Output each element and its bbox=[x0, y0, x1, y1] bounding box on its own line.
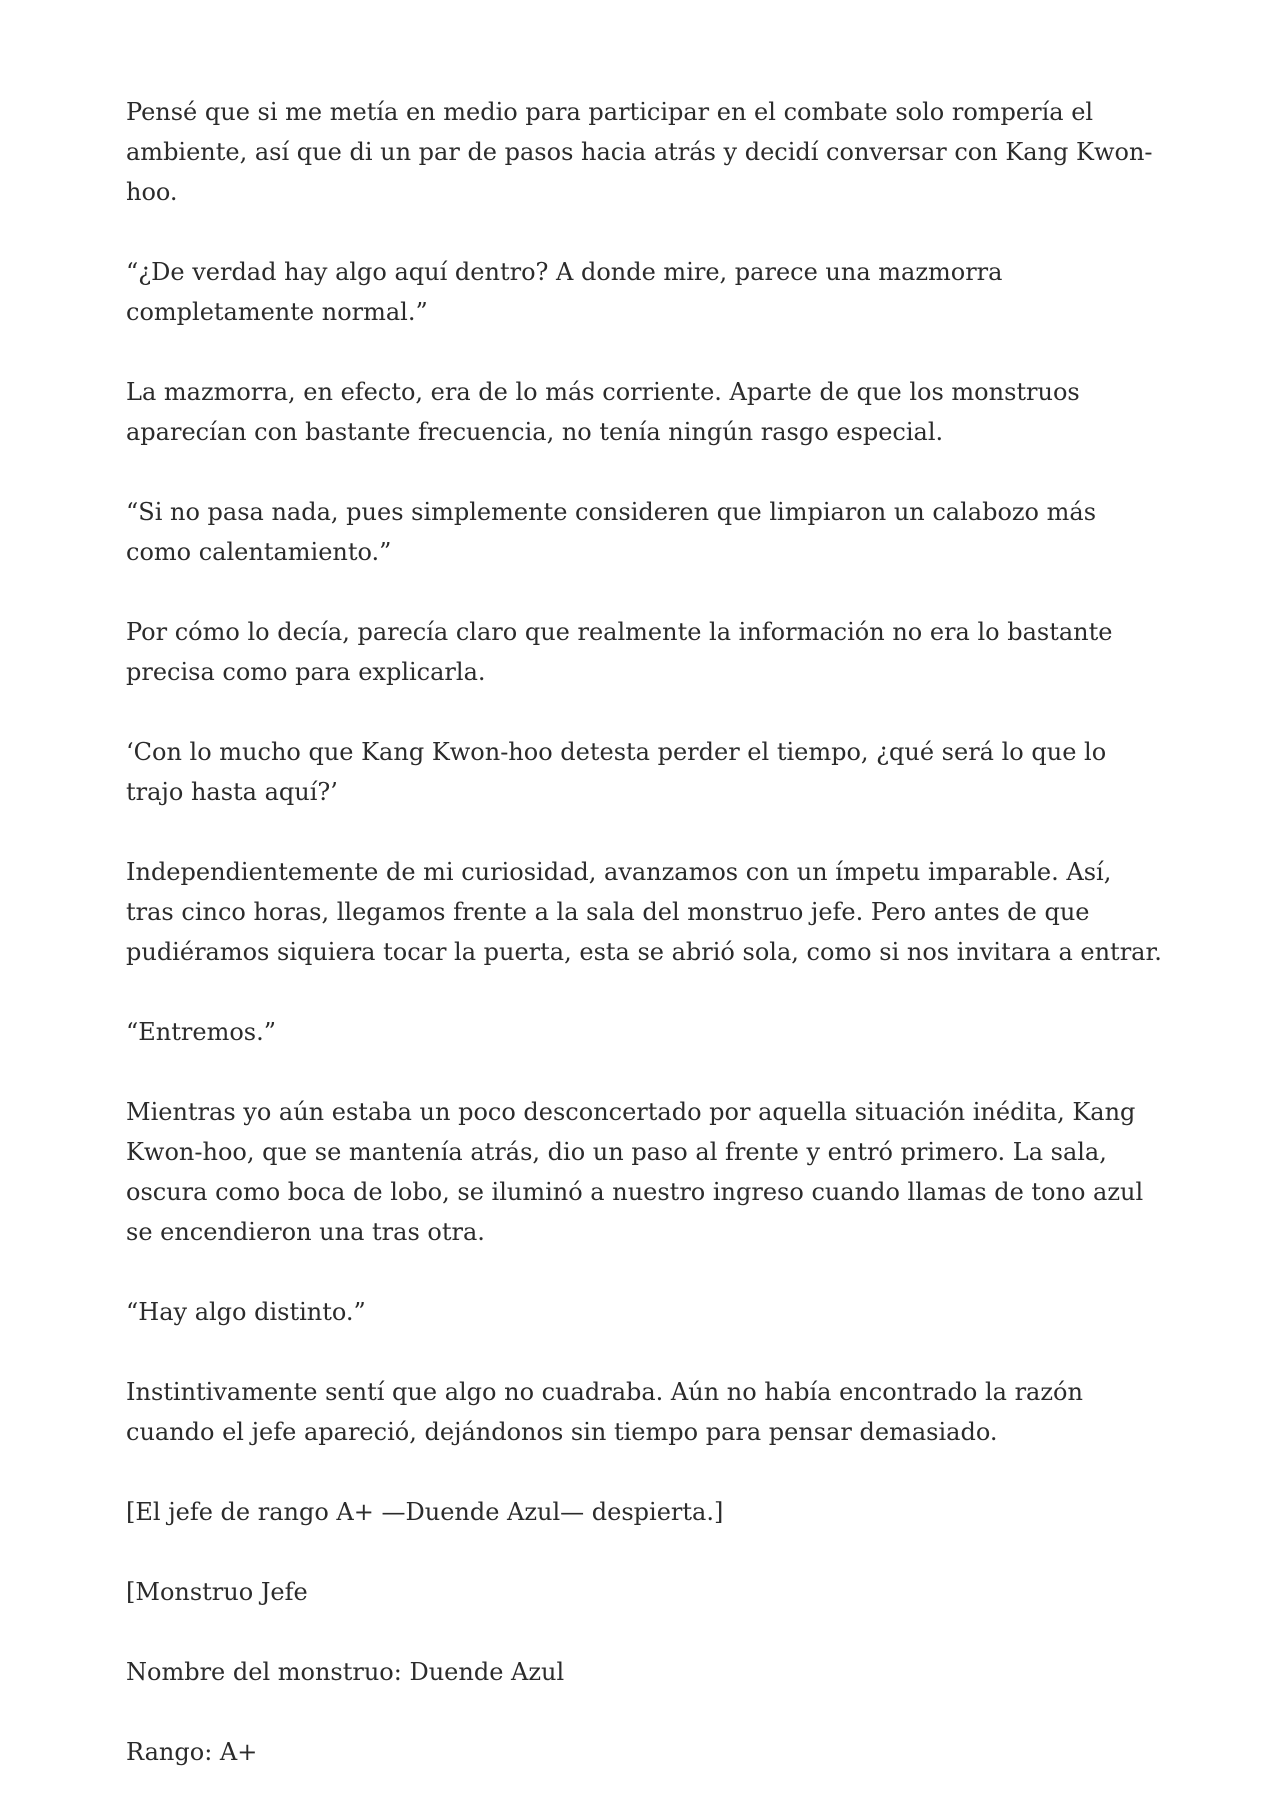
paragraph: [El jefe de rango A+ —Duende Azul— despierta.] bbox=[126, 1498, 724, 1526]
paragraph: Por cómo lo decía, parecía claro que realmente la información no era lo bastante precisa como para explicarla. bbox=[126, 618, 1113, 686]
paragraph: Nombre del monstruo: Duende Azul bbox=[126, 1658, 565, 1686]
paragraph: Pensé que si me metía en medio para participar en el combate solo rompería el ambiente, así que di un par de pasos hacia atrás y decidí conversar con Kang Kwon-hoo. bbox=[126, 98, 1153, 206]
paragraph: Independientemente de mi curiosidad, avanzamos con un ímpetu imparable. Así, tras cinco horas, llegamos frente a la sala del monstruo jefe. Pero antes de que pudiéramos siquiera tocar la puerta, esta se abrió sola, como si nos invitara a entrar. bbox=[126, 858, 1162, 966]
paragraph: La mazmorra, en efecto, era de lo más corriente. Aparte de que los monstruos aparecían con bastante frecuencia, no tenía ningún rasgo especial. bbox=[126, 378, 1080, 446]
paragraph: “Hay algo distinto.” bbox=[126, 1298, 366, 1326]
paragraph: “¿De verdad hay algo aquí dentro? A donde mire, parece una mazmorra completamente normal.” bbox=[126, 258, 1003, 326]
paragraph: ‘Con lo mucho que Kang Kwon-hoo detesta perder el tiempo, ¿qué será lo que lo trajo hasta aquí?’ bbox=[126, 738, 1107, 806]
paragraph: Mientras yo aún estaba un poco desconcertado por aquella situación inédita, Kang Kwon-hoo, que se mantenía atrás, dio un paso al frente y entró primero. La sala, oscura como boca de lobo, se iluminó a nuestro ingreso cuando llamas de tono azul se encendieron una tras otra. bbox=[126, 1098, 1144, 1246]
paragraph: Rango: A+ bbox=[126, 1738, 258, 1766]
paragraph: Instintivamente sentí que algo no cuadraba. Aún no había encontrado la razón cuando el jefe apareció, dejándonos sin tiempo para pensar demasiado. bbox=[126, 1378, 1083, 1446]
document-page bbox=[126, 92, 1166, 1812]
paragraph: “Si no pasa nada, pues simplemente consideren que limpiaron un calabozo más como calentamiento.” bbox=[126, 498, 1097, 566]
paragraph: [Monstruo Jefe bbox=[126, 1578, 308, 1606]
paragraph: “Entremos.” bbox=[126, 1018, 276, 1046]
